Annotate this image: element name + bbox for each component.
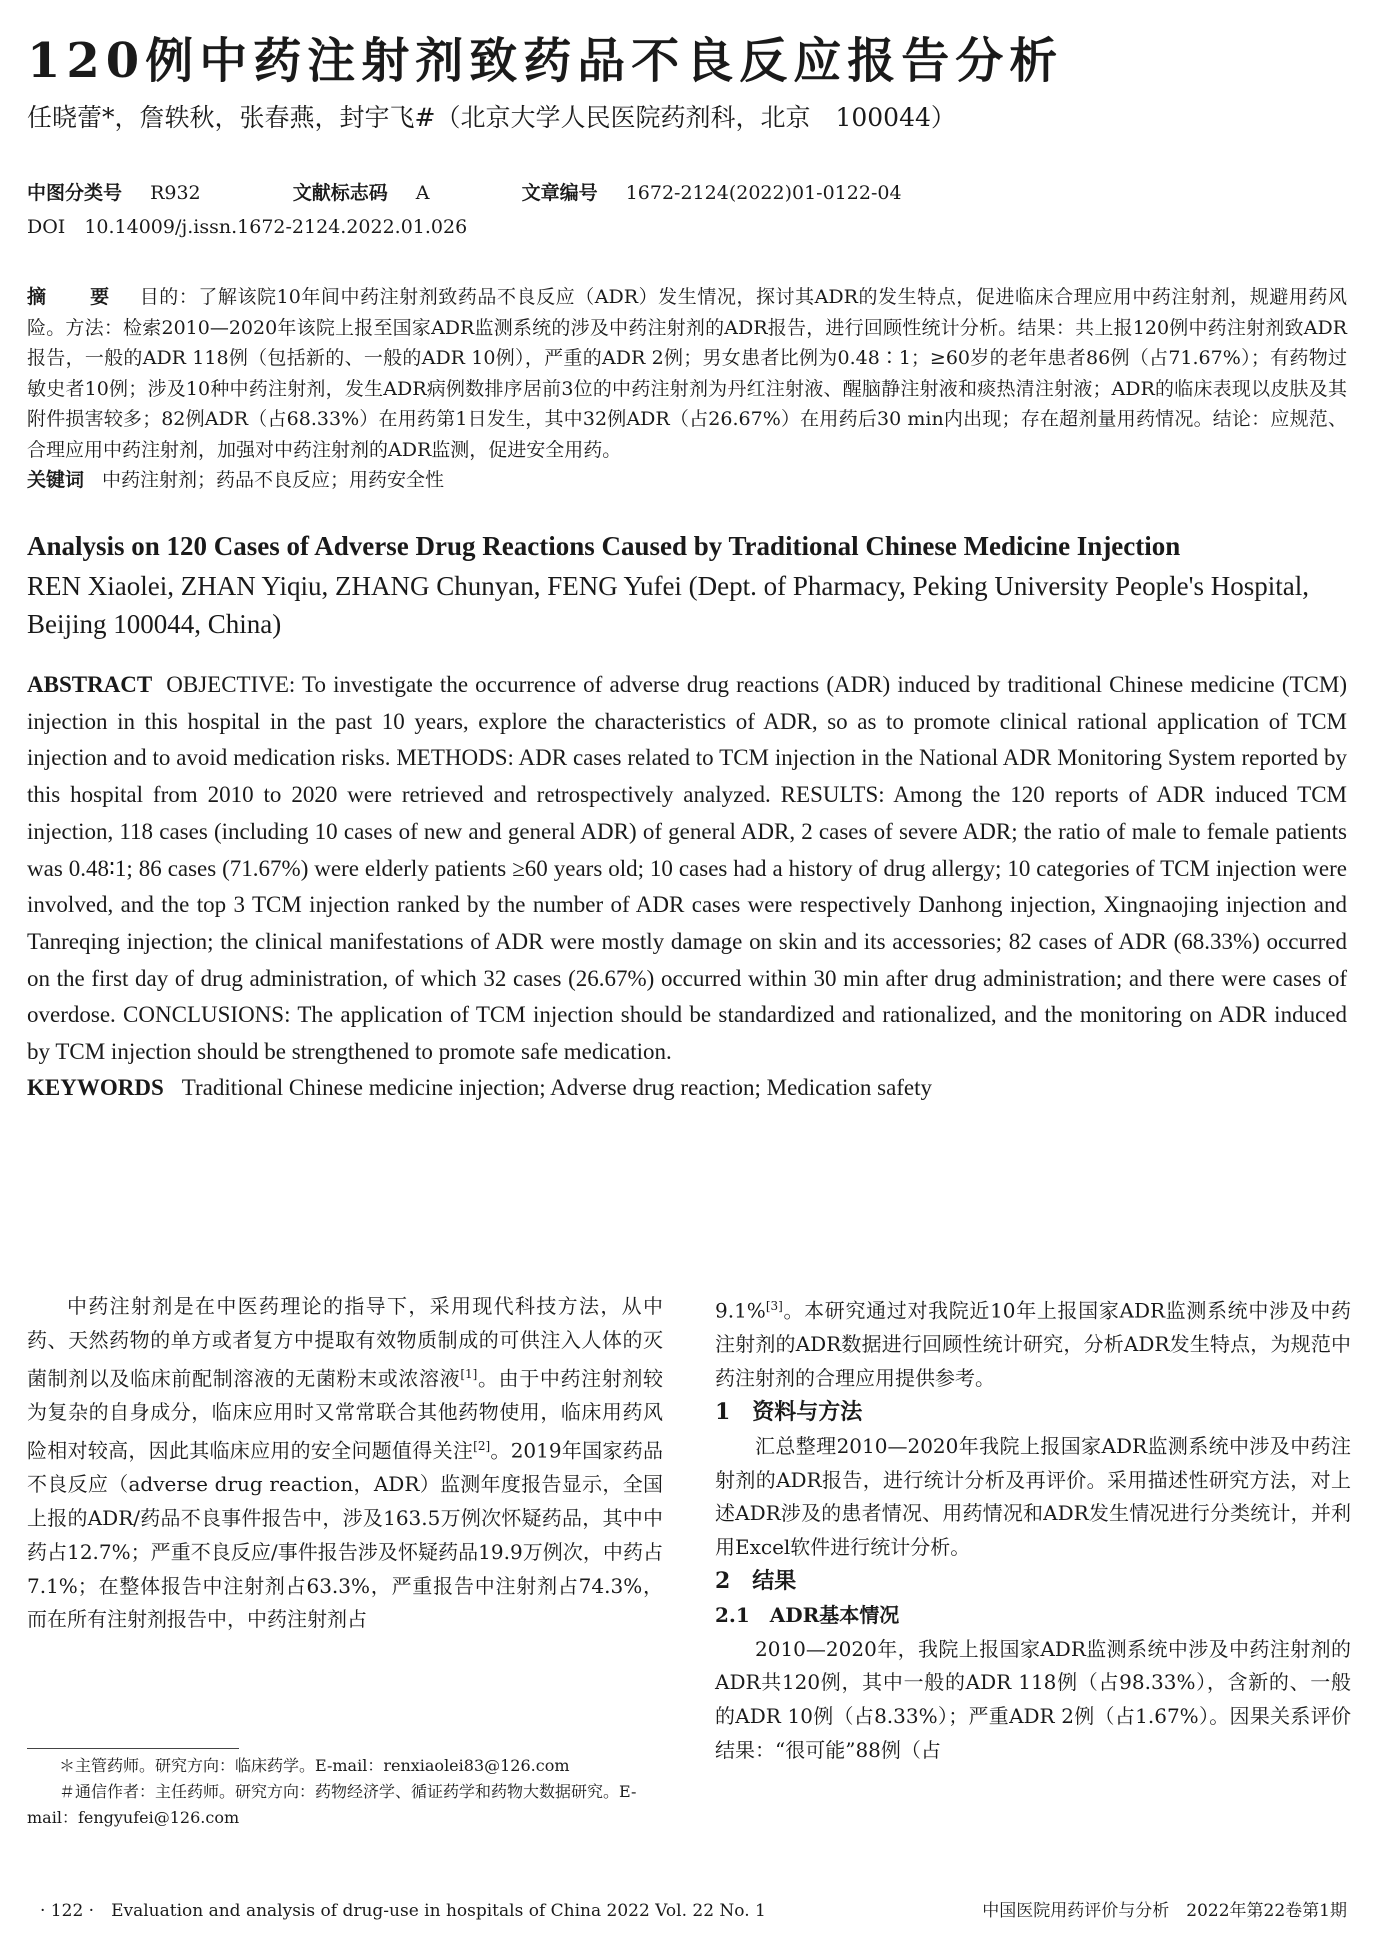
doc-code-label: 文献标志码 [292, 182, 388, 204]
citation: [1] [460, 1366, 478, 1381]
section-heading-methods: 1 资料与方法 [715, 1399, 863, 1426]
english-keywords-text: Traditional Chinese medicine injection; Adverse drug reaction; Medication safety [181, 1074, 933, 1100]
english-keywords [27, 1071, 1347, 1105]
right-column [715, 1290, 1351, 1768]
methods-paragraph: 汇总整理2010—2020年我院上报国家ADR监测系统中涉及中药注射剂的ADR报告，进行统计分析及再评价。采用描述性研究方法，对上述ADR涉及的患者情况、用药情况和ADR发生情况进行分类统计，并利用Excel软件进行统计分析。 [715, 1433, 1351, 1560]
article-title: 120例中药注射剂致药品不良反应报告分析 [27, 33, 1064, 89]
english-authors: REN Xiaolei, ZHAN Yiqiu, ZHANG Chunyan, FENG Yufei (Dept. of Pharmacy, Peking University People's Hospital, Beijing 100044, China) [27, 571, 1309, 639]
article-meta [27, 176, 1347, 244]
english-abstract [27, 667, 1347, 1071]
intro-paragraph: 中药注射剂是在中医药理论的指导下，采用现代科技方法，从中药、天然药物的单方或者复方中提取有效物质制成的可供注入人体的灭菌制剂以及临床前配制溶液的无菌粉末或浓溶液[1]。由于中药注射剂较为复杂的自身成分，临床应用时又常常联合其他药物使用，临床用药风险相对较高，因此其临床应用的安全问题值得关注[2]。2019年国家药品不良反应（adverse drug reaction，ADR）监测年度报告显示，全国上报的ADR/药品不良事件报告中，涉及163.5万例次怀疑药品，其中中药占12.7%；严重不良反应/事件报告涉及怀疑药品19.9万例次，中药占7.1%；在整体报告中注射剂占63.3%，严重报告中注射剂占74.3%，而在所有注射剂报告中，中药注射剂占 [27, 1294, 664, 1632]
citation: [2] [473, 1438, 491, 1453]
english-abstract-text: OBJECTIVE: To investigate the occurrence of adverse drug reactions (ADR) induced by traditional Chinese medicine (TCM) injection in this hospital in the past 10 years, explore the characteristics of ADR, so as to promote clinical rational application of TCM injection and to avoid medication risks. METHODS: ADR cases related to TCM injection in the National ADR Monitoring System reported by this hospital from 2010 to 2020 were retrieved and retrospectively analyzed. RESULTS: Among the 120 reports of ADR induced TCM injection, 118 cases (including 10 cases of new and general ADR) of general ADR, 2 cases of severe ADR; the ratio of male to female patients was 0.48∶1; 86 cases (71.67%) were elderly patients ≥60 years old; 10 cases had a history of drug allergy; 10 categories of TCM injection were involved, and the top 3 TCM injection ranked by the number of ADR cases were respectively Danhong injection, Xingnaojing injection and Tanreqing injection; the clinical manifestations of ADR were mostly damage on skin and its accessories; 82 cases of ADR (68.33%) occurred on the first day of drug administration, of which 32 cases (26.67%) occurred within 30 min after drug administration; and there were cases of overdose. CONCLUSIONS: The application of TCM injection should be standardized and rationalized, and the monitoring on ADR induced by TCM injection should be strengthened to promote safe medication. [27, 672, 1347, 1065]
abstract-cn [27, 282, 1347, 465]
section-heading-results: 2 结果 [715, 1568, 797, 1595]
footer-journal-en: · 122 · Evaluation and analysis of drug-use in hospitals of China 2022 Vol. 22 No. 1 [40, 1901, 766, 1921]
doc-code-value: A [415, 182, 430, 204]
body-columns [27, 1290, 1351, 1770]
footnote-author: ＊主管药师。研究方向：临床药学。E-mail：renxiaolei83@126.com [59, 1756, 570, 1775]
doi: DOI 10.14009/j.issn.1672-2124.2022.01.026 [27, 216, 468, 238]
results-paragraph: 2010—2020年，我院上报国家ADR监测系统中涉及中药注射剂的ADR共120例，其中一般的ADR 118例（占98.33%），含新的、一般的ADR 10例（占8.33%）；严重ADR 2例（占1.67%）。因果关系评价结果：“很可能”88例（占 [715, 1636, 1351, 1763]
subsection-heading: 2.1 ADR基本情况 [715, 1602, 900, 1627]
left-column [27, 1290, 663, 1637]
article-no-value: 1672-2124(2022)01-0122-04 [625, 182, 902, 204]
keywords-cn-label: 关键词 [27, 469, 85, 491]
keywords-cn [27, 465, 1347, 495]
abstract-cn-label: 摘 要 [27, 286, 122, 308]
footnotes [27, 1748, 663, 1831]
clc-value: R932 [150, 182, 201, 204]
citation: [3] [765, 1299, 783, 1313]
english-abstract-label: ABSTRACT [27, 672, 153, 697]
article-header [27, 30, 1347, 1105]
english-title: Analysis on 120 Cases of Adverse Drug Reactions Caused by Traditional Chinese Medicine Injection [27, 531, 1181, 561]
footer-journal-cn: 中国医院用药评价与分析 2022年第22卷第1期 [982, 1901, 1347, 1921]
abstract-cn-text: 目的：了解该院10年间中药注射剂致药品不良反应（ADR）发生情况，探讨其ADR的发生特点，促进临床合理应用中药注射剂，规避用药风险。方法：检索2010—2020年该院上报至国家ADR监测系统的涉及中药注射剂的ADR报告，进行回顾性统计分析。结果：共上报120例中药注射剂致ADR报告，一般的ADR 118例（包括新的、一般的ADR 10例），严重的ADR 2例；男女患者比例为0.48∶1；≥60岁的老年患者86例（占71.67%）；有药物过敏史者10例；涉及10种中药注射剂，发生ADR病例数排序居前3位的中药注射剂为丹红注射液、醒脑静注射液和痰热清注射液；ADR的临床表现以皮肤及其附件损害较多；82例ADR（占68.33%）在用药第1日发生，其中32例ADR（占26.67%）在用药后30 min内出现；存在超剂量用药情况。结论：应规范、合理应用中药注射剂，加强对中药注射剂的ADR监测，促进安全用药。 [27, 286, 1347, 461]
english-keywords-label: KEYWORDS [27, 1074, 164, 1100]
article-no-label: 文章编号 [521, 182, 598, 204]
footnote-divider [27, 1748, 239, 1749]
footnote-corresponding: ＃通信作者：主任药师。研究方向：药物经济学、循证药学和药物大数据研究。E-mail：fengyufei@126.com [27, 1782, 637, 1827]
clc-label: 中图分类号 [27, 182, 123, 204]
intro-continued: 9.1%[3]。本研究通过对我院近10年上报国家ADR监测系统中涉及中药注射剂的ADR数据进行回顾性统计研究，分析ADR发生特点，为规范中药注射剂的合理应用提供参考。 [715, 1298, 1351, 1391]
keywords-cn-text: 中药注射剂；药品不良反应；用药安全性 [102, 469, 445, 491]
author-line: 任晓蕾*，詹轶秋，张春燕，封宇飞#（北京大学人民医院药剂科，北京 100044） [27, 103, 956, 132]
